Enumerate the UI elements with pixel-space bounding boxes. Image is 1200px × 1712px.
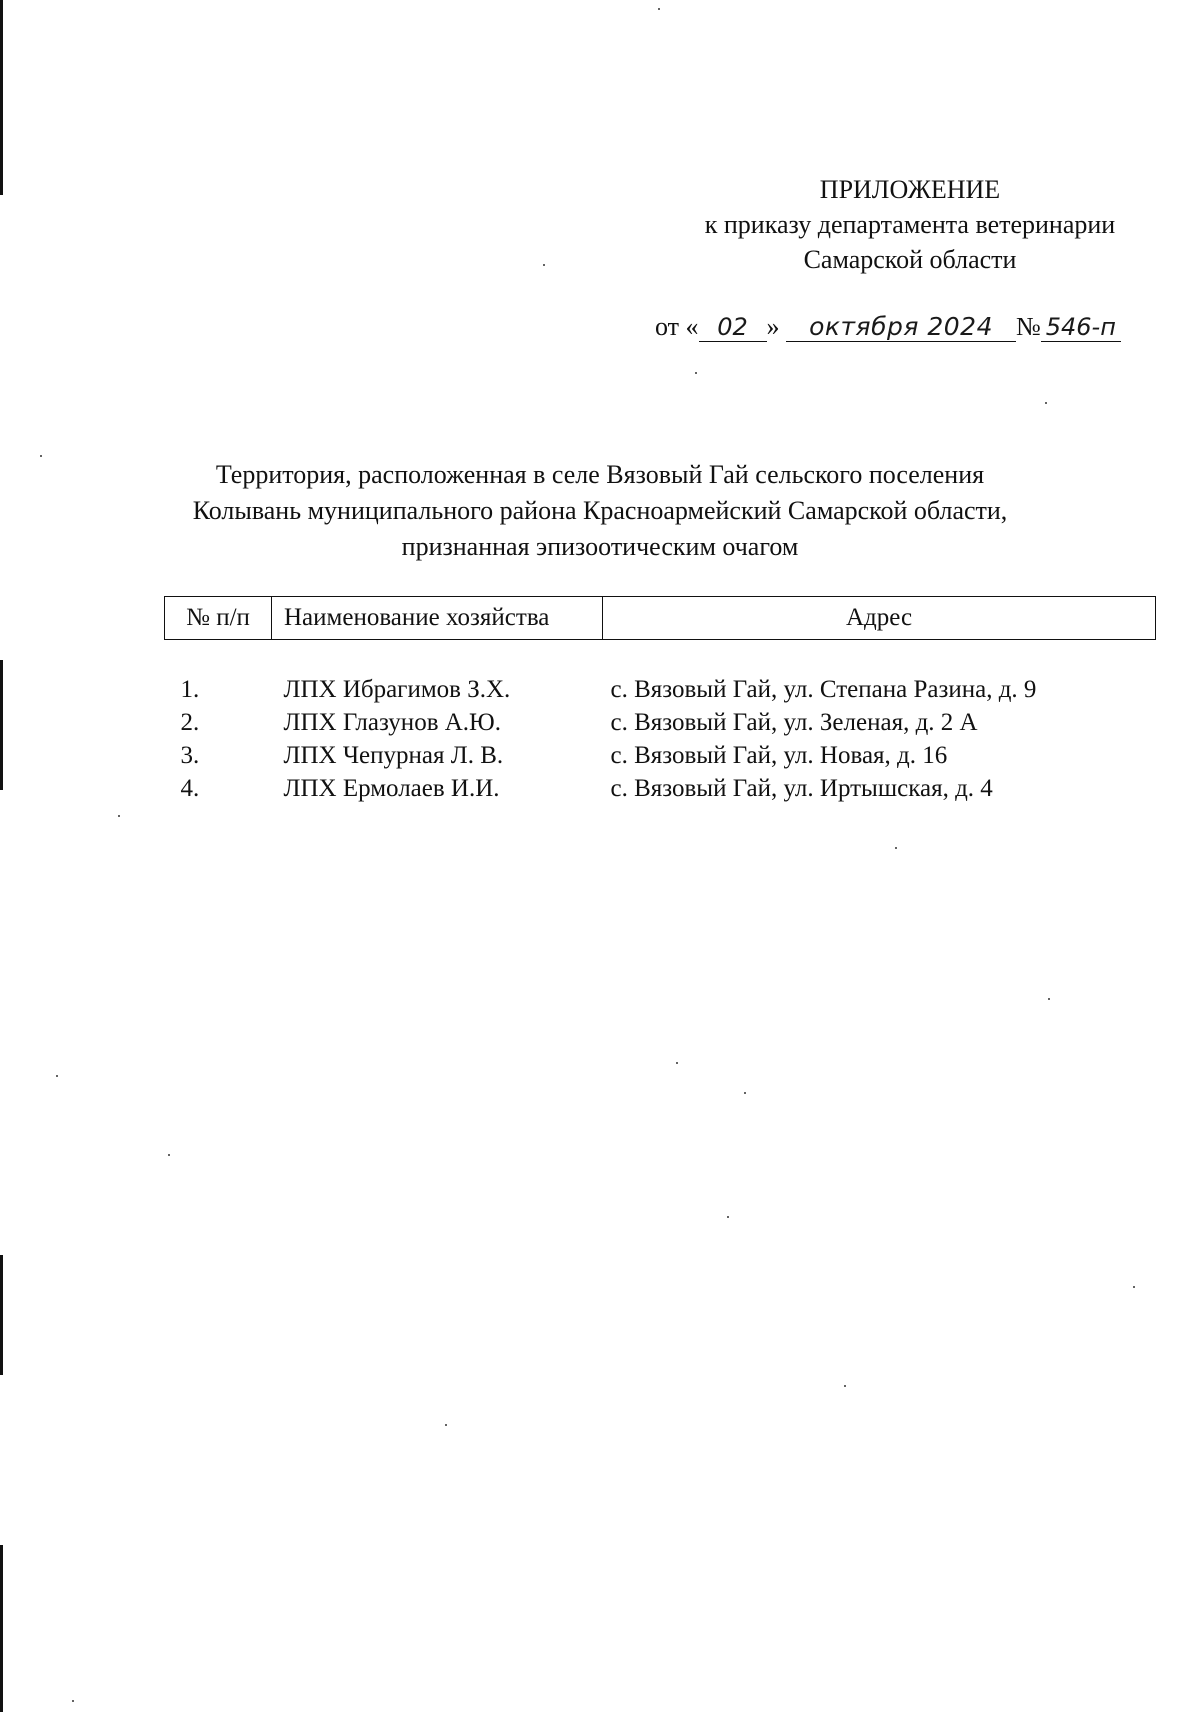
- scan-speck: [658, 8, 660, 10]
- handwritten-day: 02: [699, 313, 767, 342]
- scan-speck: [844, 1385, 846, 1387]
- region-name: Самарской области: [803, 245, 1017, 274]
- appendix-header: [640, 172, 1180, 277]
- scan-speck: [445, 1424, 447, 1426]
- order-reference: к приказу департамента ветеринарии: [704, 210, 1116, 239]
- column-header-farm-name: Наименование хозяйства: [272, 597, 603, 640]
- farm-name: ЛПХ Глазунов А.Ю.: [283, 708, 501, 736]
- handwritten-month-year: октября 2024: [786, 312, 1016, 342]
- row-number: 4.: [180, 774, 200, 802]
- scan-speck: [118, 815, 120, 817]
- scan-speck: [1045, 402, 1047, 404]
- appendix-label: ПРИЛОЖЕНИЕ: [819, 175, 1001, 204]
- number-sign: №: [1016, 312, 1041, 341]
- scan-speck: [168, 1154, 170, 1156]
- table-row: [165, 772, 1156, 805]
- date-prefix: от «: [655, 312, 699, 341]
- table-row: [165, 673, 1156, 706]
- row-number: 2.: [180, 708, 200, 736]
- order-date-line: [655, 312, 1121, 342]
- table-row: [165, 706, 1156, 739]
- date-mid: »: [766, 312, 780, 341]
- farm-address: с. Вязовый Гай, ул. Иртышская, д. 4: [610, 774, 993, 802]
- farm-name: ЛПХ Ибрагимов З.Х.: [283, 675, 511, 703]
- row-number: 1.: [180, 675, 200, 703]
- scan-speck: [676, 1062, 678, 1064]
- scan-edge-mark: [0, 660, 3, 790]
- handwritten-order-number: 546-п: [1041, 313, 1121, 342]
- scan-speck: [727, 1216, 729, 1218]
- scan-speck: [72, 1700, 74, 1702]
- scan-edge-mark: [0, 0, 3, 195]
- scan-speck: [56, 1075, 58, 1077]
- row-number: 3.: [180, 741, 200, 769]
- column-header-address: Адрес: [603, 597, 1156, 640]
- farm-address: с. Вязовый Гай, ул. Степана Разина, д. 9: [610, 675, 1037, 703]
- farm-name: ЛПХ Чепурная Л. В.: [283, 741, 504, 769]
- scan-speck: [895, 847, 897, 849]
- farms-table: [164, 596, 1156, 805]
- table-header-row: [165, 597, 1156, 640]
- scan-speck: [695, 372, 697, 374]
- scan-edge-mark: [0, 1255, 3, 1375]
- farm-name: ЛПХ Ермолаев И.И.: [283, 774, 500, 802]
- scan-speck: [744, 1092, 746, 1094]
- title-line: Территория, расположенная в селе Вязовый Гай сельского поселения: [215, 460, 985, 489]
- scan-edge-mark: [0, 1545, 3, 1712]
- column-header-number: № п/п: [165, 597, 272, 640]
- spacer-row: [165, 640, 1156, 674]
- title-line: Колывань муниципального района Красноармейский Самарской области,: [192, 496, 1008, 525]
- title-line: признанная эпизоотическим очагом: [401, 532, 799, 561]
- scan-speck: [543, 264, 545, 266]
- farm-address: с. Вязовый Гай, ул. Новая, д. 16: [610, 741, 948, 769]
- document-title: [60, 457, 1140, 565]
- scan-speck: [40, 455, 42, 457]
- scan-speck: [1133, 1286, 1135, 1288]
- scan-speck: [1048, 998, 1050, 1000]
- farm-address: с. Вязовый Гай, ул. Зеленая, д. 2 А: [610, 708, 978, 736]
- table-row: [165, 739, 1156, 772]
